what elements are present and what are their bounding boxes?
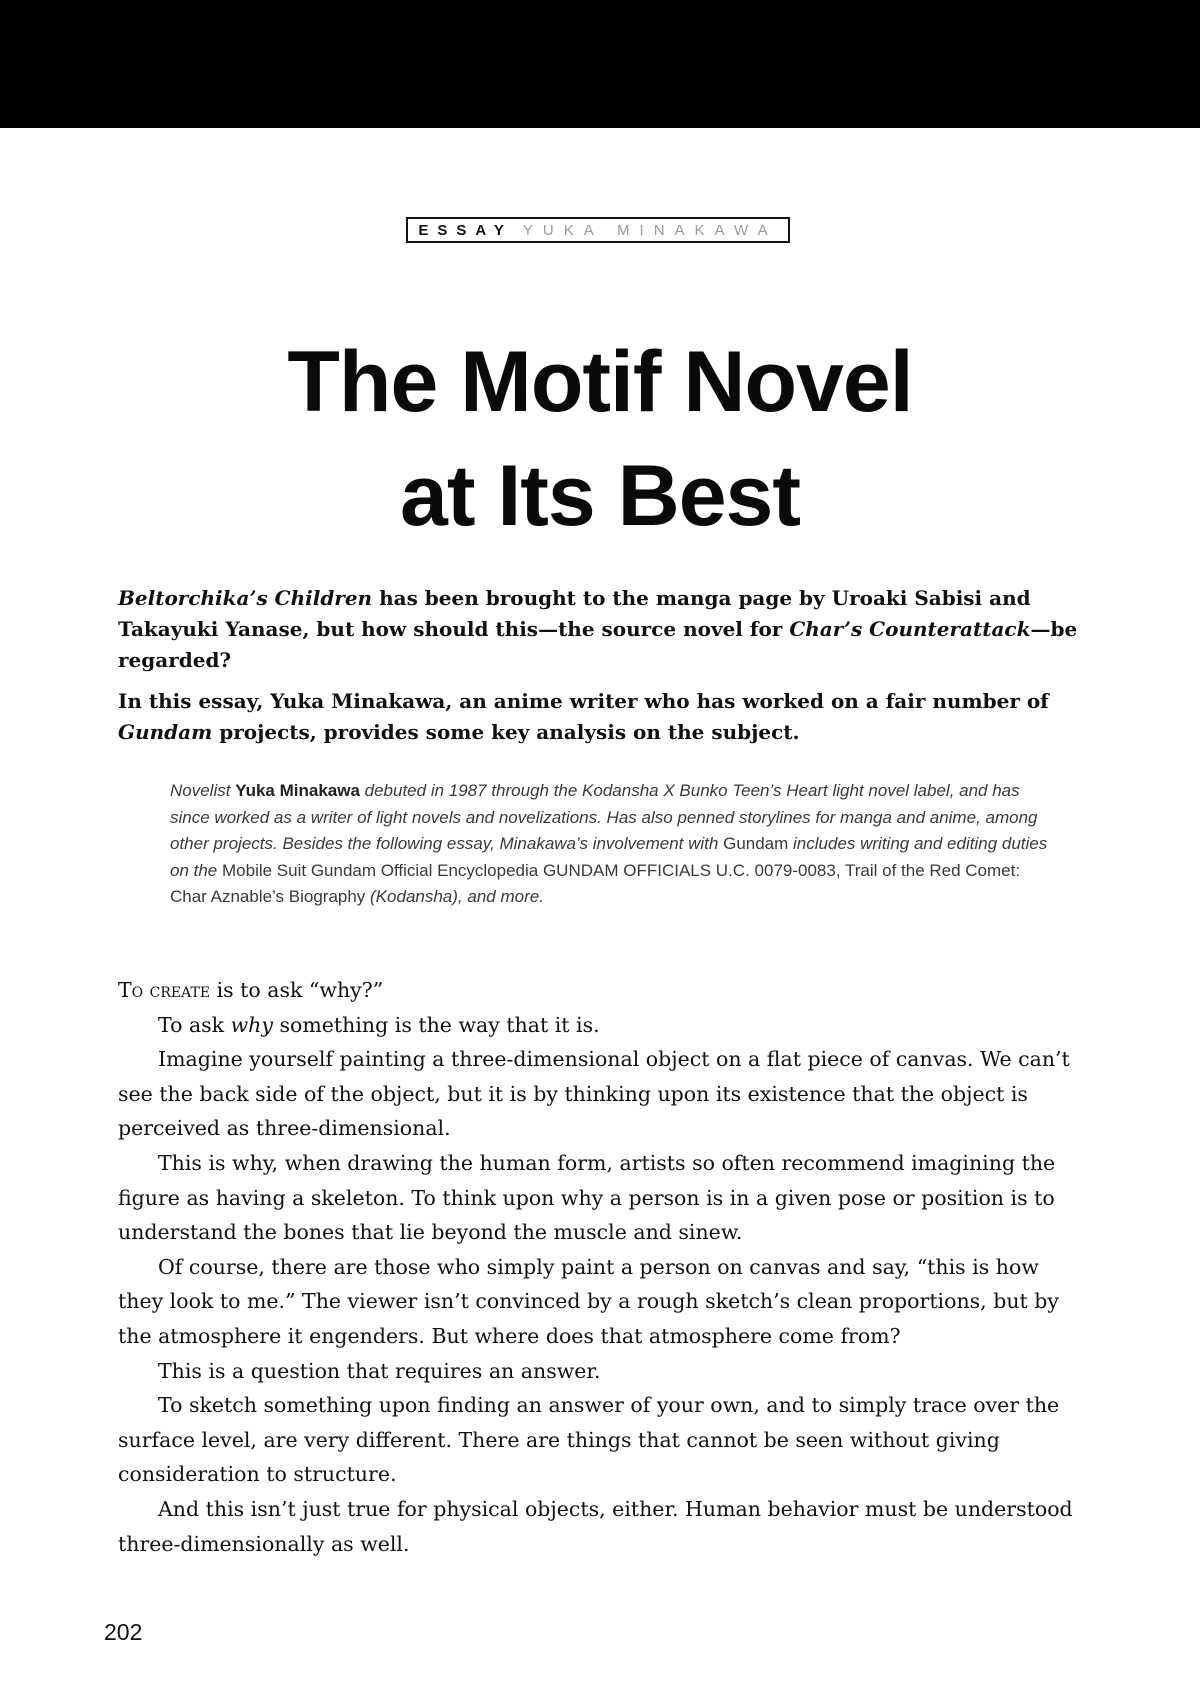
body-text: To ask bbox=[158, 1012, 231, 1037]
intro-text: —be regarded? bbox=[118, 617, 1078, 672]
essay-author: YUKA MINAKAWA bbox=[522, 221, 778, 239]
body-italic: why bbox=[230, 1012, 273, 1037]
body-paragraph bbox=[118, 973, 1083, 1008]
essay-body bbox=[118, 973, 1083, 1561]
intro-italic-title: Char’s Counterattack bbox=[789, 617, 1031, 641]
intro-paragraph-2 bbox=[118, 686, 1093, 748]
body-paragraph: Of course, there are those who simply paint a person on canvas and say, “this is how they look to me.” The viewer isn’t convinced by a rough sketch’s clean proportions, but by the atmosphere it engenders. But where does that atmosphere come from? bbox=[118, 1254, 1059, 1348]
page-number: 202 bbox=[104, 1619, 143, 1645]
intro-text: has been brought to the manga page by Uroaki Sabisi and Takayuki Yanase, but how should this—the source novel for bbox=[118, 586, 1031, 641]
body-text: something is the way that it is. bbox=[272, 1012, 600, 1037]
body-paragraph bbox=[118, 1008, 1083, 1043]
author-bio bbox=[170, 778, 1050, 911]
bio-upright-title: Gundam bbox=[723, 834, 789, 853]
body-text: is to ask “why?” bbox=[210, 978, 384, 1002]
body-paragraph: To sketch something upon finding an answer of your own, and to simply trace over the surface level, are very different. There are things that cannot be seen without giving consideration to structure. bbox=[118, 1393, 1060, 1487]
body-paragraph: Imagine yourself painting a three-dimensional object on a flat piece of canvas. We can’t see the back side of the object, but it is by thinking upon its existence that the object is perceived as three-dimensional. bbox=[118, 1047, 1070, 1141]
essay-label: ESSAY bbox=[418, 221, 513, 239]
bio-text: (Kodansha), and more. bbox=[365, 887, 544, 906]
lead-in-smallcaps: To create bbox=[118, 978, 211, 1002]
intro-italic-title: Beltorchika’s Children bbox=[118, 586, 373, 610]
essay-tag bbox=[406, 217, 790, 243]
bio-author-name: Yuka Minakawa bbox=[235, 781, 360, 800]
intro-text: projects, provides some key analysis on the subject. bbox=[212, 720, 800, 744]
intro-block bbox=[118, 583, 1093, 758]
page-title bbox=[0, 325, 1200, 553]
body-paragraph: This is a question that requires an answer. bbox=[158, 1358, 601, 1383]
intro-italic-title: Gundam bbox=[118, 720, 213, 744]
top-black-bar bbox=[0, 0, 1200, 128]
body-paragraph: This is why, when drawing the human form, artists so often recommend imagining the figure as having a skeleton. To think upon why a person is in a given pose or position is to understand the bones that lie beyond the muscle and sinew. bbox=[118, 1150, 1056, 1245]
title-line-1: The Motif Novel bbox=[287, 334, 913, 430]
bio-text: includes writing and editing duties on the bbox=[170, 834, 1048, 880]
intro-paragraph-1 bbox=[118, 583, 1093, 676]
title-line-2: at Its Best bbox=[399, 448, 801, 544]
bio-text: Novelist bbox=[170, 781, 236, 800]
intro-text: In this essay, Yuka Minakawa, an anime writer who has worked on a fair number of bbox=[118, 689, 1049, 713]
bio-upright-title: Mobile Suit Gundam Official Encyclopedia GUNDAM OFFICIALS U.C. 0079-0083, Trail of the Red Comet: Char Aznable’s Biography bbox=[170, 860, 1021, 906]
bio-text: debuted in 1987 through the Kodansha X Bunko Teen’s Heart light novel label, and has since worked as a writer of light novels and novelizations. Has also penned storylines for manga and anime, among other projects. Besides the following essay, Minakawa’s involvement with bbox=[170, 781, 1038, 853]
body-paragraph: And this isn’t just true for physical objects, either. Human behavior must be understood three-dimensionally as well. bbox=[118, 1496, 1073, 1556]
